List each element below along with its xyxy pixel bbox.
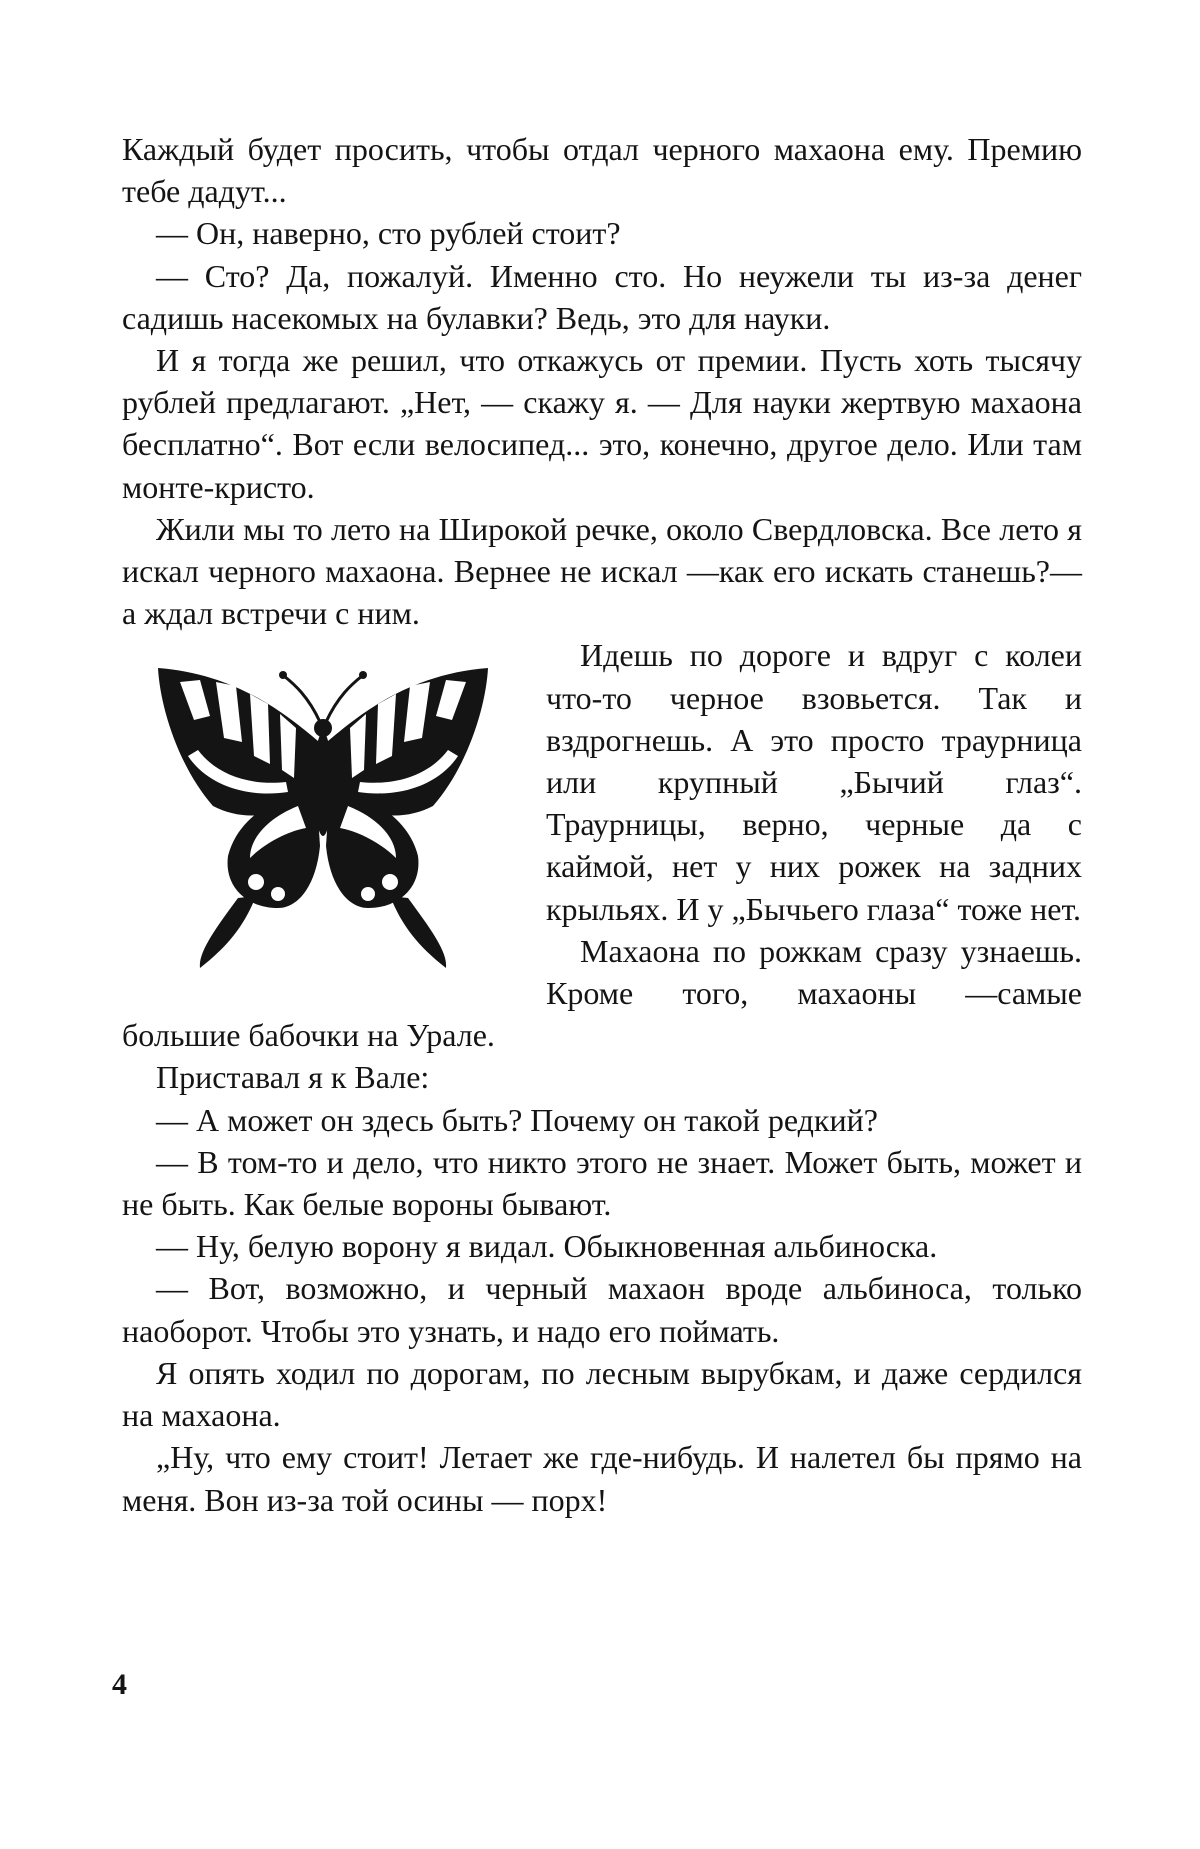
paragraph-1: Каждый будет просить, чтобы отдал черного махаона ему. Премию тебе дадут... [122,131,1082,210]
paragraph-2: — Он, наверно, сто рублей стоит? [156,215,621,252]
paragraph-10: — В том-то и дело, что никто этого не знает. Может быть, может и не быть. Как белые вороны бывают. [122,1143,1082,1223]
paragraph-12: — Вот, возможно, и черный махаон вроде альбиноса, только наоборот. Чтобы это узнать, и надо его поймать. [122,1270,1082,1349]
paragraph-7: Махаона по рожкам сразу узнаешь. Кроме того, махаоны —самые большие бабочки на Урале. [122,932,1082,1054]
paragraph-6: Идешь по дороге и вдруг с колеи что-то черное взовьется. Так и вздрогнешь. А это просто траурница или крупный „Бычий глаз“. Траурницы, верно, черные да с каймой, нет у них рожек на задних крыльях. И у „Бычьего глаза“ тоже нет. [546,637,1082,927]
paragraph-13: Я опять ходил по дорогам, по лесным вырубкам, и даже сердился на махаона. [122,1354,1082,1434]
paragraph-4: И я тогда же решил, что откажусь от премии. Пусть хоть тысячу рублей предлагают. „Нет, — скажу я. — Для науки жертвую махаона бесплатно“. Вот если велосипед... это, конечно, другое дело. Или там монте-кристо. [122,342,1082,505]
page-number: 4 [112,1668,127,1701]
paragraph-11: — Ну, белую ворону я видал. Обыкновенная альбиноска. [156,1228,938,1265]
paragraph-9: — А может он здесь быть? Почему он такой редкий? [156,1101,878,1138]
swallowtail-butterfly-icon [138,646,508,976]
paragraph-8: Приставал я к Вале: [156,1059,430,1096]
paragraph-14: „Ну, что ему стоит! Летает же где-нибудь. И налетел бы прямо на меня. Вон из-за той осины — порх! [122,1439,1082,1518]
text-column [122,128,1082,1521]
butterfly-illustration [122,634,520,982]
paragraph-5: Жили мы то лето на Широкой речке, около Свердловска. Все лето я искал черного махаона. Вернее не искал —как его искать станешь?— а ждал встречи с ним. [122,510,1082,632]
paragraph-3: — Сто? Да, пожалуй. Именно сто. Но неужели ты из-за денег садишь насекомых на булавки? Ведь, это для науки. [122,257,1082,336]
